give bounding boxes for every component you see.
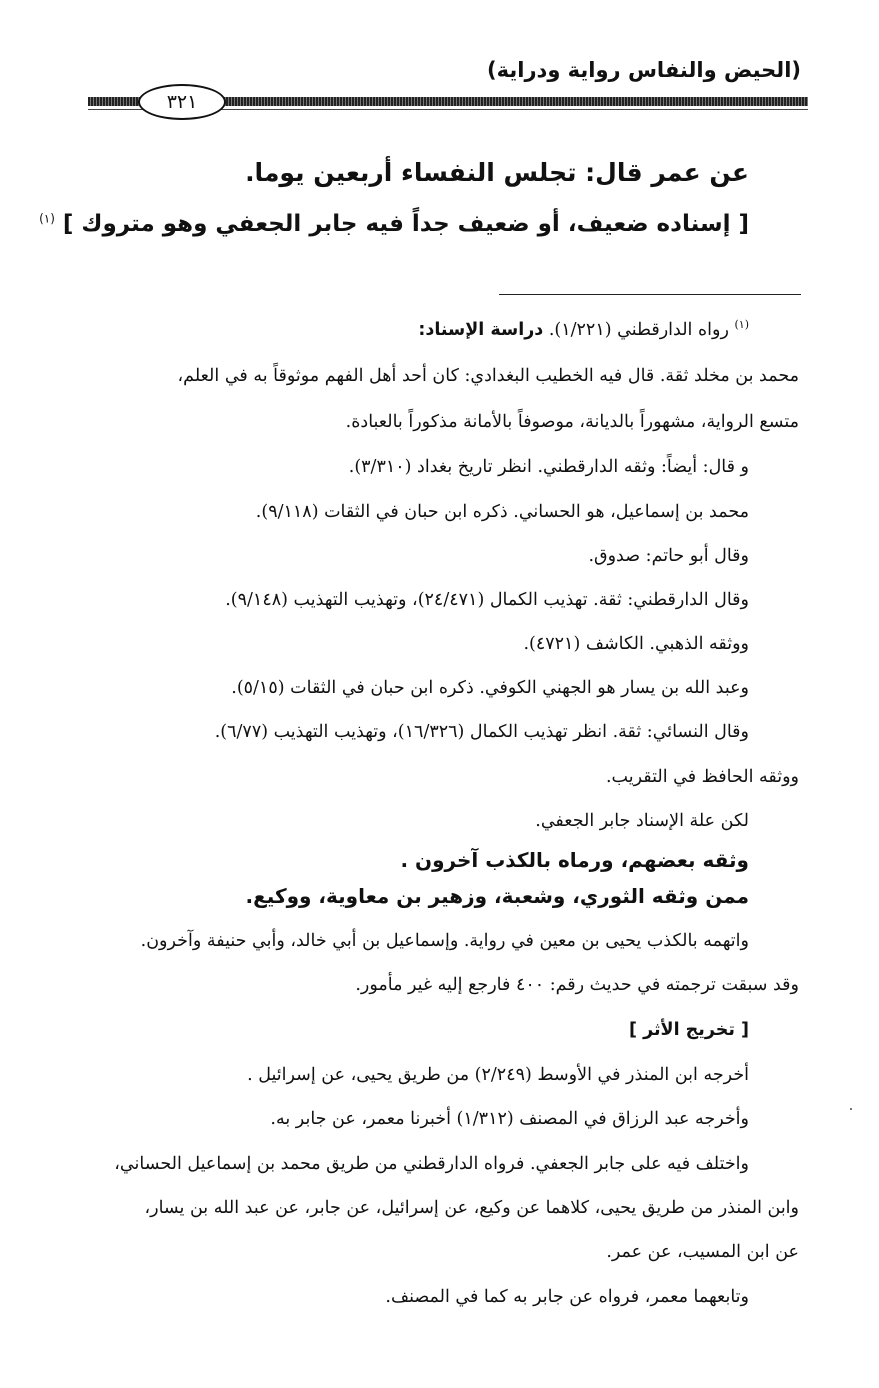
footnote-heading: دراسة الإسناد:	[418, 319, 544, 340]
footnote-line: أخرجه ابن المنذر في الأوسط (٢/٢٤٩) من طريق يحيى، عن إسرائيل .	[247, 1065, 749, 1085]
footnote-line: وقال أبو حاتم: صدوق.	[588, 546, 749, 566]
footnote-line: ممن وثقه الثوري، وشعبة، وزهير بن معاوية، ووكيع.	[245, 884, 749, 908]
footnote-line: وابن المنذر من طريق يحيى، كلاهما عن وكيع، عن إسرائيل، عن جابر، عن عبد الله بن يسار،	[144, 1198, 799, 1218]
footnote-subheading	[629, 1020, 749, 1040]
footnote-marker: (١)	[734, 318, 749, 331]
takhrij-heading: [ تخريج الأثر ]	[628, 1020, 749, 1040]
footnote-line: عن ابن المسيب، عن عمر.	[606, 1242, 799, 1262]
running-title: (الحيض والنفاس رواية ودراية)	[487, 58, 801, 82]
footnote-line: وأخرجه عبد الرزاق في المصنف (١/٣١٢) أخبرنا معمر، عن جابر به.	[270, 1109, 749, 1129]
footnote-line: لكن علة الإسناد جابر الجعفي.	[535, 811, 749, 831]
main-text-line-1: عن عمر قال: تجلس النفساء أربعين يوما.	[245, 158, 749, 187]
main-text-line-2	[39, 211, 749, 237]
footnote-line: وقد سبقت ترجمته في حديث رقم: ٤٠٠ فارجع إليه غير مأمور.	[355, 975, 799, 995]
footnote-line: وعبد الله بن يسار هو الجهني الكوفي. ذكره ابن حبان في الثقات (٥/١٥).	[231, 678, 749, 698]
footnote-line: واتهمه بالكذب يحيى بن معين في رواية. وإسماعيل بن أبي خالد، وأبي حنيفة وآخرون.	[140, 931, 749, 951]
footnote-line: محمد بن إسماعيل، هو الحساني. ذكره ابن حبان في الثقات (٩/١١٨).	[255, 502, 749, 522]
footnote-line: ووثقه الحافظ في التقريب.	[605, 767, 799, 787]
footnote-line: ووثقه الذهبي. الكاشف (٤٧٢١).	[523, 634, 749, 654]
footnote-line: محمد بن مخلد ثقة. قال فيه الخطيب البغدادي: كان أحد أهل الفهم موثوقاً به في العلم،	[177, 366, 799, 386]
footnote-line: وتابعهما معمر، فرواه عن جابر به كما في المصنف.	[385, 1287, 749, 1307]
footnote-line: متسع الرواية، مشهوراً بالديانة، موصوفاً بالأمانة مذكوراً بالعبادة.	[345, 412, 799, 432]
footnote-separator	[499, 294, 801, 295]
footnote-line: واختلف فيه على جابر الجعفي. فرواه الدارقطني من طريق محمد بن إسماعيل الحساني،	[114, 1154, 749, 1174]
footnote-line: وثقه بعضهم، ورماه بالكذب آخرون .	[400, 848, 749, 872]
page-number: ٣٢١	[138, 84, 226, 120]
footnote-line: وقال النسائي: ثقة. انظر تهذيب الكمال (١٦/٣٢٦)، وتهذيب التهذيب (٦/٧٧).	[214, 722, 749, 742]
main-text-grading: [ إسناده ضعيف، أو ضعيف جداً فيه جابر الجعفي وهو متروك ]	[62, 211, 749, 237]
scan-speck	[850, 1108, 852, 1110]
footnote-line: وقال الدارقطني: ثقة. تهذيب الكمال (٢٤/٤٧١)، وتهذيب التهذيب (٩/١٤٨).	[225, 590, 749, 610]
footnote-line: و قال: أيضاً: وثقه الدارقطني. انظر تاريخ بغداد (٣/٣١٠).	[348, 457, 749, 477]
footnote-ref: (١)	[39, 211, 55, 226]
footnote-intro: رواه الدارقطني (١/٢٢١).	[548, 319, 729, 340]
footnote-line	[418, 318, 749, 340]
